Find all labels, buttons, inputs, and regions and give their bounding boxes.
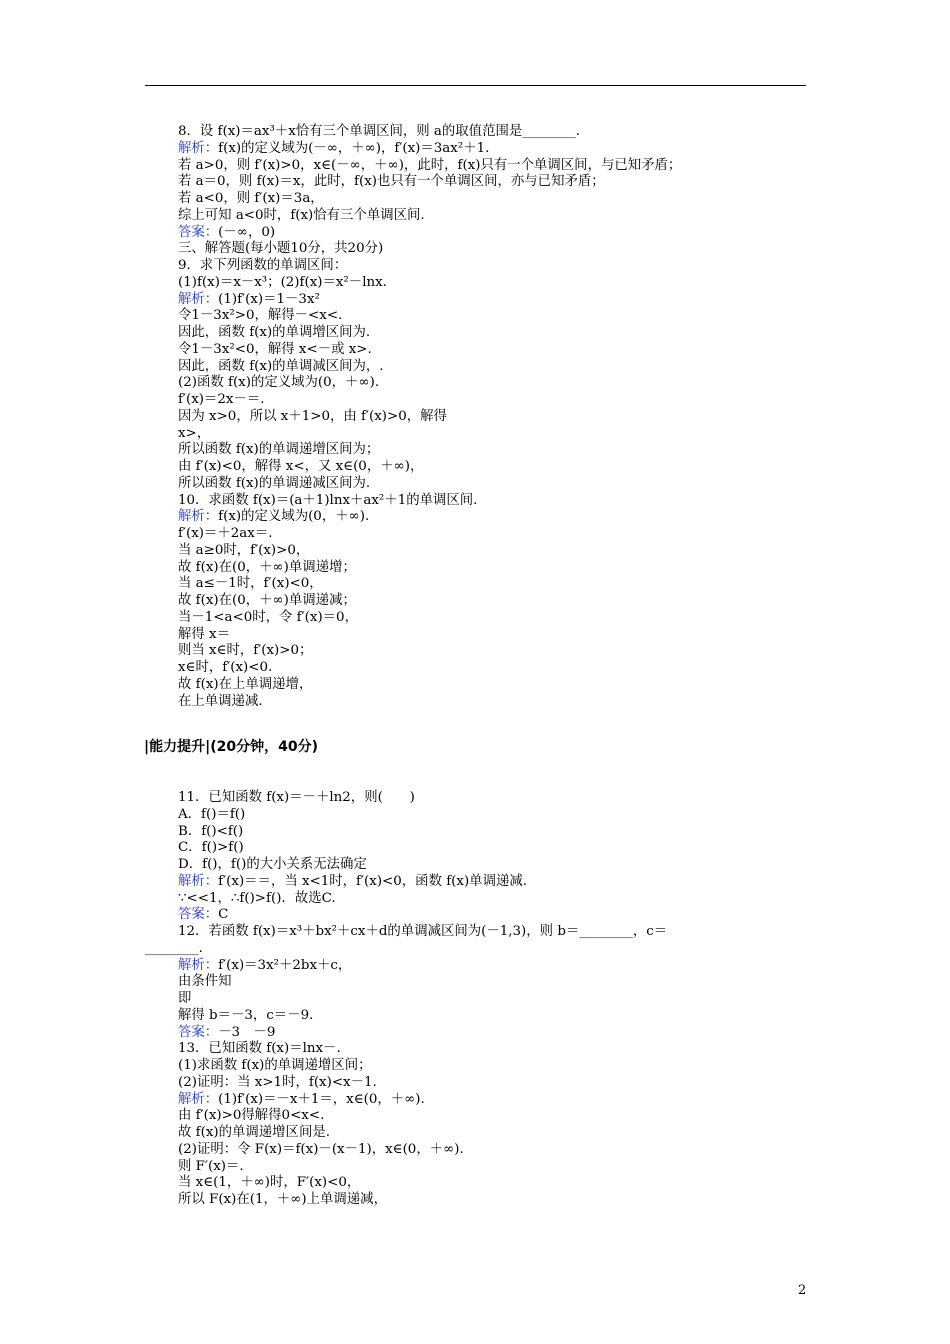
- text-line: [178, 677, 806, 694]
- line-text: f(x)的定义域为(－∞，＋∞)，f′(x)＝3ax²＋1.: [218, 140, 490, 156]
- text-line: [178, 974, 806, 991]
- text-line: [178, 790, 806, 807]
- line-text: 9．求下列函数的单调区间：: [178, 258, 348, 273]
- line-text: 当 a≥0时，f′(x)>0，: [178, 542, 310, 558]
- text-line: [178, 158, 806, 175]
- text-line: [178, 593, 806, 610]
- text-line: [178, 560, 806, 577]
- line-text: 所以函数 f(x)的单调递减区间为.: [178, 475, 371, 491]
- line-text: ________．: [145, 940, 212, 956]
- text-line: [178, 258, 806, 275]
- line-text: C．f()>f(): [178, 840, 244, 856]
- text-line: [178, 543, 806, 560]
- line-text: 则 F′(x)＝.: [178, 1158, 244, 1174]
- line-text: 综上可知 a<0时，f(x)恰有三个单调区间.: [178, 207, 425, 223]
- text-line: [178, 643, 806, 660]
- text-line: [145, 941, 806, 958]
- text-line: [178, 610, 806, 627]
- line-text: f(x)的定义域为(0，＋∞).: [218, 509, 370, 525]
- line-text: 当 x∈(1，＋∞)时，F′(x)<0，: [178, 1175, 361, 1191]
- text-line: [178, 1075, 806, 1092]
- text-line: [178, 225, 806, 242]
- text-line: [178, 359, 806, 376]
- text-line: [178, 991, 806, 1008]
- header-rule: [145, 85, 806, 86]
- line-text: 12．若函数 f(x)＝x³＋bx²＋cx＋d的单调减区间为(－1,3)，则 b＝________，c＝: [178, 924, 668, 939]
- text-line: [178, 627, 806, 644]
- text-line: [178, 694, 806, 711]
- line-text: 故 f(x)在上单调递增，: [178, 676, 313, 692]
- text-line: [178, 493, 806, 510]
- line-text: 因此，函数 f(x)的单调减区间为，.: [178, 358, 384, 374]
- line-text: 则当 x∈时，f′(x)>0；: [178, 643, 313, 659]
- line-text: 11．已知函数 f(x)＝－＋ln2，则( ): [178, 790, 415, 805]
- line-text: 故 f(x)在(0，＋∞)单调递减；: [178, 593, 356, 608]
- line-text: (2)函数 f(x)的定义域为(0，＋∞).: [178, 375, 380, 391]
- text-line: [178, 375, 806, 392]
- text-line: [178, 807, 806, 824]
- answer-label: 答案：: [178, 907, 219, 923]
- text-line: [178, 426, 806, 443]
- line-text: (1)f′(x)＝－x＋1＝，x∈(0，＋∞).: [218, 1091, 425, 1107]
- line-text: (1)f′(x)＝1－3x²: [218, 291, 320, 307]
- line-text: f′(x)＝2x－＝.: [178, 392, 265, 407]
- line-text: 故 f(x)在(0，＋∞)单调递增；: [178, 559, 356, 575]
- answer-label: 答案：: [178, 224, 219, 240]
- text-line: [178, 1058, 806, 1075]
- answer-label: 解析：: [178, 1091, 219, 1107]
- page-number: 2: [798, 1283, 807, 1298]
- line-text: 令1－3x²<0，解得 x<－或 x>.: [178, 341, 372, 357]
- text-line: [178, 275, 806, 292]
- text-line: [178, 1125, 806, 1142]
- line-text: 若 a<0，则 f′(x)＝3a，: [178, 191, 324, 206]
- text-line: [178, 509, 806, 526]
- text-line: [178, 191, 806, 208]
- line-text: 所以函数 f(x)的单调递增区间为；: [178, 442, 380, 458]
- text-line: [178, 840, 806, 857]
- line-text: 故 f(x)的单调递增区间是.: [178, 1125, 330, 1140]
- line-text: 解得 x＝: [178, 626, 230, 642]
- line-text: 由 f′(x)<0，解得 x<，又 x∈(0，＋∞)，: [178, 459, 424, 474]
- text-line: [178, 292, 806, 309]
- text-line: [178, 857, 806, 874]
- answer-label: 答案：: [178, 1024, 219, 1040]
- text-line: [178, 409, 806, 426]
- line-text: 13．已知函数 f(x)＝lnx－.: [178, 1041, 341, 1057]
- line-text: 解得 b＝－3，c＝－9.: [178, 1007, 314, 1023]
- text-line: [178, 174, 806, 191]
- line-text: 三、解答题(每小题10分，共20分): [178, 241, 384, 257]
- text-line: [178, 824, 806, 841]
- content-block-top: [178, 124, 806, 710]
- text-line: [178, 208, 806, 225]
- text-line: [178, 459, 806, 476]
- line-text: 当 a≤－1时，f′(x)<0，: [178, 576, 323, 592]
- line-text: (2)证明：令 F(x)＝f(x)－(x－1)，x∈(0，＋∞).: [178, 1141, 464, 1157]
- text-line: [178, 1159, 806, 1176]
- line-text: 即: [178, 991, 192, 1006]
- text-line: [178, 1025, 806, 1042]
- line-text: 10．求函数 f(x)＝(a＋1)lnx＋ax²＋1的单调区间.: [178, 492, 478, 508]
- text-line: [178, 1108, 806, 1125]
- text-line: [178, 141, 806, 158]
- answer-label: 解析：: [178, 873, 219, 889]
- line-text: 若 a>0，则 f′(x)>0，x∈(－∞，＋∞)，此时，f(x)只有一个单调区间，与已知矛盾；: [178, 157, 682, 173]
- text-line: [178, 241, 806, 258]
- line-text: 由 f′(x)>0得解得0<x<.: [178, 1108, 325, 1124]
- text-line: [178, 1092, 806, 1109]
- content-block-bottom: [145, 790, 806, 1209]
- line-text: 令1－3x²>0，解得－<x<.: [178, 308, 343, 324]
- text-line: [178, 924, 806, 941]
- text-line: [178, 442, 806, 459]
- answer-label: 解析：: [178, 140, 219, 156]
- line-text: 由条件知: [178, 974, 232, 990]
- line-text: 8．设 f(x)＝ax³＋x恰有三个单调区间，则 a的取值范围是________．: [178, 124, 590, 139]
- text-line: [178, 476, 806, 493]
- text-line: [178, 124, 806, 141]
- line-text: 因此，函数 f(x)的单调增区间为.: [178, 325, 371, 340]
- text-line: [178, 392, 806, 409]
- line-text: f′(x)＝＝，当 x<1时，f′(x)<0，函数 f(x)单调递减.: [218, 873, 527, 889]
- line-text: 当－1<a<0时，令 f′(x)＝0，: [178, 609, 358, 625]
- line-text: f′(x)＝3x²＋2bx＋c，: [218, 957, 352, 973]
- text-line: [178, 325, 806, 342]
- text-line: [178, 1008, 806, 1025]
- text-line: [178, 660, 806, 677]
- text-line: [178, 526, 806, 543]
- text-line: [178, 891, 806, 908]
- answer-label: 解析：: [178, 291, 219, 307]
- text-line: [178, 958, 806, 975]
- text-line: [178, 1175, 806, 1192]
- line-text: C: [218, 907, 229, 923]
- line-text: (1)f(x)＝x－x³；(2)f(x)＝x²－lnx.: [178, 274, 387, 290]
- line-text: x∈时，f′(x)<0.: [178, 660, 273, 675]
- text-line: [178, 342, 806, 359]
- line-text: x>，: [178, 425, 211, 441]
- line-text: 所以 F(x)在(1，＋∞)上单调递减，: [178, 1192, 387, 1207]
- line-text: B．f()<f(): [178, 823, 244, 839]
- answer-label: 解析：: [178, 957, 219, 973]
- line-text: D．f()，f()的大小关系无法确定: [178, 857, 367, 872]
- text-line: [178, 308, 806, 325]
- line-text: f′(x)＝＋2ax＝.: [178, 526, 273, 541]
- text-line: [178, 576, 806, 593]
- line-text: 在上单调递减.: [178, 693, 263, 709]
- line-text: (－∞，0): [218, 224, 276, 240]
- line-text: (2)证明：当 x>1时，f(x)<x－1.: [178, 1074, 377, 1090]
- line-text: 若 a＝0，则 f(x)＝x，此时，f(x)也只有一个单调区间，亦与已知矛盾；: [178, 174, 605, 190]
- text-line: [178, 907, 806, 924]
- line-text: －3 －9: [218, 1024, 276, 1040]
- text-line: [178, 874, 806, 891]
- text-line: [178, 1192, 806, 1209]
- line-text: ∵<<1，∴f()>f()．故选C.: [178, 890, 336, 906]
- section-title: |能力提升|(20分钟，40分): [144, 739, 318, 755]
- line-text: 因为 x>0，所以 x＋1>0，由 f′(x)>0，解得: [178, 408, 447, 424]
- text-line: [178, 1041, 806, 1058]
- line-text: (1)求函数 f(x)的单调递增区间；: [178, 1058, 372, 1073]
- answer-label: 解析：: [178, 509, 219, 525]
- line-text: A．f()＝f(): [178, 806, 246, 822]
- text-line: [178, 1142, 806, 1159]
